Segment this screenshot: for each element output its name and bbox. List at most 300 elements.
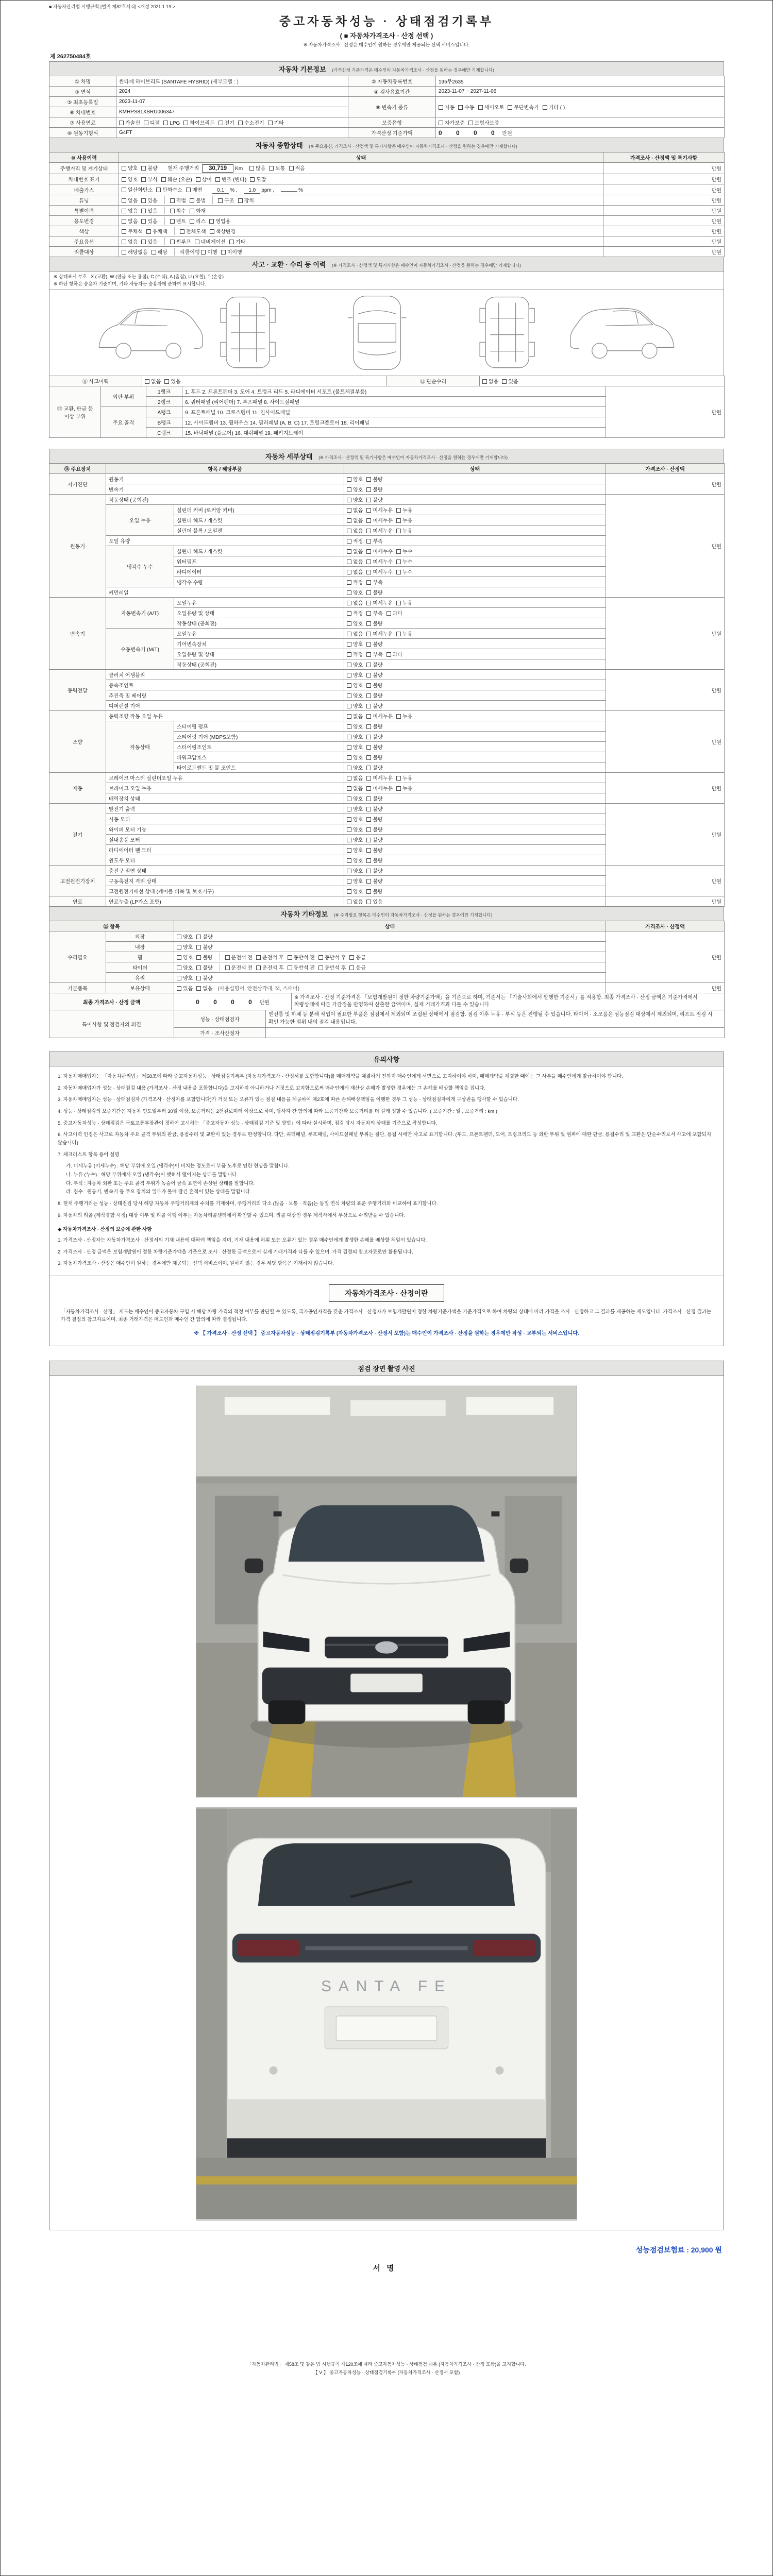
checkbox-option[interactable] <box>141 238 157 245</box>
checkbox-option[interactable] <box>347 588 363 596</box>
checkbox[interactable] <box>145 379 149 384</box>
checkbox-option[interactable] <box>122 227 143 235</box>
checkbox-option[interactable] <box>347 784 363 792</box>
checkbox-option[interactable] <box>366 846 382 854</box>
checkbox-option[interactable] <box>396 599 412 606</box>
checkbox[interactable] <box>238 121 243 125</box>
checkbox[interactable] <box>141 219 146 224</box>
checkbox[interactable] <box>249 166 254 171</box>
checkbox-option[interactable] <box>366 743 382 751</box>
checkbox-option[interactable] <box>366 897 382 905</box>
checkbox-option[interactable] <box>164 377 180 385</box>
checkbox[interactable] <box>386 611 391 616</box>
checkbox-option[interactable] <box>439 118 465 126</box>
checkbox[interactable] <box>347 498 351 502</box>
checkbox-option[interactable] <box>366 557 393 565</box>
checkbox[interactable] <box>229 240 234 244</box>
checkbox[interactable] <box>396 601 401 605</box>
checkbox[interactable] <box>347 807 351 811</box>
checkbox-option[interactable] <box>366 691 382 699</box>
checkbox-option[interactable] <box>347 671 363 679</box>
checkbox-option[interactable] <box>396 774 412 782</box>
checkbox-option[interactable] <box>141 196 157 204</box>
checkbox[interactable] <box>478 105 483 110</box>
checkbox-option[interactable] <box>347 496 363 503</box>
checkbox-option[interactable] <box>122 185 153 193</box>
checkbox[interactable] <box>141 177 146 182</box>
checkbox[interactable] <box>366 796 371 801</box>
checkbox-option[interactable] <box>122 248 148 256</box>
checkbox[interactable] <box>366 714 371 719</box>
checkbox[interactable] <box>347 508 351 513</box>
checkbox-option[interactable] <box>215 175 246 183</box>
checkbox[interactable] <box>122 250 126 255</box>
checkbox-option[interactable] <box>347 712 363 720</box>
checkbox-option[interactable] <box>347 836 363 843</box>
checkbox-option[interactable] <box>161 175 192 183</box>
checkbox[interactable] <box>347 683 351 688</box>
checkbox-option[interactable] <box>366 527 393 534</box>
checkbox-option[interactable] <box>221 248 242 256</box>
checkbox-option[interactable] <box>269 164 285 172</box>
checkbox[interactable] <box>366 879 371 884</box>
checkbox[interactable] <box>269 166 274 171</box>
checkbox-option[interactable] <box>190 217 206 225</box>
checkbox[interactable] <box>122 229 126 234</box>
checkbox[interactable] <box>508 105 512 110</box>
checkbox-option[interactable] <box>122 238 138 245</box>
checkbox[interactable] <box>366 560 371 564</box>
checkbox[interactable] <box>366 838 371 842</box>
checkbox-option[interactable] <box>219 118 234 126</box>
checkbox[interactable] <box>366 693 371 698</box>
checkbox-option[interactable] <box>386 650 402 658</box>
checkbox[interactable] <box>196 945 201 950</box>
checkbox-option[interactable] <box>347 722 363 730</box>
checkbox[interactable] <box>366 549 371 554</box>
checkbox[interactable] <box>347 817 351 822</box>
checkbox[interactable] <box>225 955 230 960</box>
checkbox-option[interactable] <box>396 784 412 792</box>
checkbox[interactable] <box>349 955 354 960</box>
checkbox-option[interactable] <box>347 856 363 864</box>
checkbox-option[interactable] <box>196 943 212 951</box>
checkbox[interactable] <box>122 188 126 192</box>
checkbox[interactable] <box>347 714 351 719</box>
checkbox-option[interactable] <box>210 227 236 235</box>
checkbox[interactable] <box>170 219 175 224</box>
checkbox-option[interactable] <box>366 887 382 895</box>
checkbox-option[interactable] <box>366 712 393 720</box>
checkbox[interactable] <box>289 166 294 171</box>
checkbox-option[interactable] <box>141 164 157 172</box>
checkbox-option[interactable] <box>177 974 193 981</box>
checkbox[interactable] <box>195 240 199 244</box>
checkbox[interactable] <box>347 652 351 657</box>
checkbox-option[interactable] <box>347 557 363 565</box>
checkbox[interactable] <box>141 240 146 244</box>
checkbox[interactable] <box>396 529 401 533</box>
checkbox-option[interactable] <box>347 805 363 812</box>
checkbox-option[interactable] <box>366 702 382 709</box>
checkbox-option[interactable] <box>347 568 363 575</box>
checkbox-option[interactable] <box>366 516 393 524</box>
checkbox[interactable] <box>347 621 351 626</box>
checkbox-option[interactable] <box>347 867 363 874</box>
checkbox[interactable] <box>366 776 371 781</box>
checkbox[interactable] <box>218 198 223 203</box>
checkbox-option[interactable] <box>347 547 363 555</box>
checkbox-option[interactable] <box>347 897 363 905</box>
checkbox-option[interactable] <box>366 753 382 761</box>
checkbox-option[interactable] <box>366 681 382 689</box>
checkbox[interactable] <box>366 642 371 647</box>
checkbox-option[interactable] <box>122 207 138 214</box>
checkbox[interactable] <box>347 838 351 842</box>
checkbox[interactable] <box>366 611 371 616</box>
checkbox-option[interactable] <box>347 764 363 771</box>
checkbox[interactable] <box>366 632 371 636</box>
checkbox[interactable] <box>209 219 214 224</box>
checkbox[interactable] <box>170 209 175 213</box>
checkbox-option[interactable] <box>366 650 382 658</box>
checkbox[interactable] <box>347 735 351 739</box>
checkbox[interactable] <box>366 786 371 791</box>
checkbox[interactable] <box>366 498 371 502</box>
checkbox-option[interactable] <box>288 963 315 971</box>
checkbox-option[interactable] <box>229 238 245 245</box>
checkbox-option[interactable] <box>268 118 284 126</box>
checkbox[interactable] <box>366 508 371 513</box>
checkbox-option[interactable] <box>366 856 382 864</box>
checkbox-option[interactable] <box>366 671 382 679</box>
checkbox-option[interactable] <box>196 953 212 961</box>
checkbox[interactable] <box>347 693 351 698</box>
checkbox[interactable] <box>386 652 391 657</box>
checkbox[interactable] <box>366 683 371 688</box>
checkbox[interactable] <box>347 796 351 801</box>
checkbox[interactable] <box>318 955 323 960</box>
checkbox[interactable] <box>186 188 191 192</box>
checkbox[interactable] <box>347 642 351 647</box>
checkbox[interactable] <box>119 121 124 125</box>
checkbox-option[interactable] <box>366 805 382 812</box>
checkbox-option[interactable] <box>196 933 212 940</box>
checkbox[interactable] <box>288 955 292 960</box>
checkbox[interactable] <box>349 965 354 970</box>
checkbox[interactable] <box>366 704 371 708</box>
checkbox-option[interactable] <box>347 877 363 885</box>
checkbox[interactable] <box>366 601 371 605</box>
checkbox-option[interactable] <box>119 118 140 126</box>
checkbox-option[interactable] <box>177 933 193 940</box>
checkbox-option[interactable] <box>366 630 393 637</box>
checkbox-option[interactable] <box>347 619 363 627</box>
checkbox-option[interactable] <box>250 175 266 183</box>
checkbox-option[interactable] <box>347 753 363 761</box>
checkbox[interactable] <box>366 590 371 595</box>
checkbox-option[interactable] <box>122 175 138 183</box>
checkbox[interactable] <box>366 869 371 873</box>
checkbox-option[interactable] <box>508 103 539 111</box>
checkbox[interactable] <box>347 611 351 616</box>
checkbox[interactable] <box>347 580 351 585</box>
checkbox[interactable] <box>347 549 351 554</box>
checkbox-option[interactable] <box>396 712 412 720</box>
checkbox-option[interactable] <box>347 774 363 782</box>
checkbox[interactable] <box>347 724 351 729</box>
checkbox-option[interactable] <box>238 118 264 126</box>
checkbox-option[interactable] <box>195 238 226 245</box>
checkbox[interactable] <box>177 955 181 960</box>
checkbox-option[interactable] <box>366 609 382 617</box>
checkbox-option[interactable] <box>146 227 167 235</box>
checkbox-option[interactable] <box>347 702 363 709</box>
checkbox[interactable] <box>366 724 371 729</box>
checkbox[interactable] <box>196 955 201 960</box>
checkbox[interactable] <box>366 889 371 894</box>
checkbox[interactable] <box>122 209 126 213</box>
checkbox[interactable] <box>366 487 371 492</box>
checkbox-option[interactable] <box>349 963 365 971</box>
checkbox[interactable] <box>170 240 175 244</box>
checkbox[interactable] <box>543 105 547 110</box>
checkbox-option[interactable] <box>177 984 193 992</box>
checkbox-option[interactable] <box>366 496 382 503</box>
checkbox-option[interactable] <box>225 963 253 971</box>
checkbox[interactable] <box>196 986 201 991</box>
checkbox-option[interactable] <box>170 207 186 214</box>
checkbox[interactable] <box>347 570 351 574</box>
checkbox-option[interactable] <box>366 537 382 545</box>
checkbox-option[interactable] <box>347 537 363 545</box>
checkbox[interactable] <box>347 755 351 760</box>
checkbox-option[interactable] <box>347 691 363 699</box>
checkbox[interactable] <box>221 250 226 255</box>
checkbox-option[interactable] <box>347 475 363 483</box>
checkbox-option[interactable] <box>366 722 382 730</box>
checkbox[interactable] <box>122 166 126 171</box>
checkbox-option[interactable] <box>196 175 212 183</box>
checkbox-option[interactable] <box>144 118 160 126</box>
checkbox[interactable] <box>458 105 463 110</box>
checkbox-option[interactable] <box>347 815 363 823</box>
checkbox-option[interactable] <box>145 377 161 385</box>
checkbox[interactable] <box>141 198 146 203</box>
checkbox-option[interactable] <box>186 185 202 193</box>
checkbox[interactable] <box>190 198 194 203</box>
checkbox[interactable] <box>268 121 273 125</box>
checkbox[interactable] <box>396 714 401 719</box>
checkbox-option[interactable] <box>366 660 382 668</box>
checkbox-option[interactable] <box>366 506 393 514</box>
checkbox-option[interactable] <box>156 185 182 193</box>
checkbox[interactable] <box>122 240 126 244</box>
checkbox-option[interactable] <box>347 578 363 586</box>
checkbox-option[interactable] <box>256 963 283 971</box>
checkbox-option[interactable] <box>225 953 253 961</box>
checkbox-option[interactable] <box>183 118 214 126</box>
checkbox-option[interactable] <box>366 588 382 596</box>
checkbox-option[interactable] <box>543 103 565 111</box>
checkbox-option[interactable] <box>396 547 412 555</box>
checkbox-option[interactable] <box>396 568 412 575</box>
checkbox[interactable] <box>366 529 371 533</box>
checkbox-option[interactable] <box>141 207 157 214</box>
checkbox[interactable] <box>347 879 351 884</box>
checkbox[interactable] <box>396 570 401 574</box>
checkbox[interactable] <box>190 209 194 213</box>
checkbox[interactable] <box>196 965 201 970</box>
checkbox[interactable] <box>366 745 371 750</box>
checkbox-option[interactable] <box>396 516 412 524</box>
checkbox[interactable] <box>144 121 148 125</box>
checkbox[interactable] <box>177 965 181 970</box>
checkbox-option[interactable] <box>347 630 363 637</box>
checkbox-option[interactable] <box>177 953 193 961</box>
checkbox[interactable] <box>347 673 351 677</box>
checkbox[interactable] <box>366 807 371 811</box>
checkbox-option[interactable] <box>396 557 412 565</box>
checkbox-option[interactable] <box>366 578 382 586</box>
checkbox-option[interactable] <box>366 815 382 823</box>
checkbox-option[interactable] <box>347 846 363 854</box>
checkbox[interactable] <box>177 945 181 950</box>
checkbox-option[interactable] <box>396 506 412 514</box>
checkbox[interactable] <box>347 776 351 781</box>
checkbox[interactable] <box>196 935 201 939</box>
checkbox-option[interactable] <box>366 640 382 648</box>
checkbox[interactable] <box>183 121 188 125</box>
checkbox[interactable] <box>215 177 220 182</box>
checkbox[interactable] <box>347 745 351 750</box>
checkbox-option[interactable] <box>366 619 382 627</box>
checkbox[interactable] <box>502 379 507 384</box>
checkbox-option[interactable] <box>349 953 365 961</box>
checkbox[interactable] <box>366 652 371 657</box>
checkbox-option[interactable] <box>482 377 498 385</box>
checkbox[interactable] <box>396 632 401 636</box>
checkbox[interactable] <box>122 219 126 224</box>
checkbox[interactable] <box>366 848 371 853</box>
checkbox[interactable] <box>190 219 194 224</box>
checkbox-option[interactable] <box>366 784 393 792</box>
checkbox[interactable] <box>141 209 146 213</box>
checkbox-option[interactable] <box>289 164 305 172</box>
checkbox[interactable] <box>163 121 168 125</box>
checkbox-option[interactable] <box>347 527 363 534</box>
checkbox[interactable] <box>439 105 443 110</box>
checkbox-option[interactable] <box>218 196 234 204</box>
checkbox-option[interactable] <box>170 238 191 245</box>
checkbox[interactable] <box>347 827 351 832</box>
checkbox-option[interactable] <box>366 774 393 782</box>
checkbox[interactable] <box>468 121 473 125</box>
checkbox-option[interactable] <box>396 630 412 637</box>
checkbox-option[interactable] <box>366 825 382 833</box>
checkbox[interactable] <box>180 229 184 234</box>
checkbox[interactable] <box>318 965 323 970</box>
checkbox[interactable] <box>256 965 261 970</box>
checkbox[interactable] <box>366 900 371 904</box>
checkbox[interactable] <box>396 508 401 513</box>
checkbox[interactable] <box>347 477 351 482</box>
checkbox-option[interactable] <box>152 248 167 256</box>
checkbox-option[interactable] <box>347 794 363 802</box>
checkbox-option[interactable] <box>396 527 412 534</box>
checkbox[interactable] <box>366 827 371 832</box>
checkbox-option[interactable] <box>201 248 217 256</box>
checkbox[interactable] <box>347 518 351 523</box>
checkbox[interactable] <box>177 935 181 939</box>
checkbox[interactable] <box>347 900 351 904</box>
checkbox-option[interactable] <box>180 227 206 235</box>
checkbox[interactable] <box>396 776 401 781</box>
checkbox-option[interactable] <box>347 650 363 658</box>
checkbox[interactable] <box>177 976 181 980</box>
checkbox-option[interactable] <box>190 207 206 214</box>
checkbox-option[interactable] <box>170 217 186 225</box>
checkbox[interactable] <box>256 955 261 960</box>
checkbox[interactable] <box>366 817 371 822</box>
checkbox-option[interactable] <box>209 217 230 225</box>
checkbox-option[interactable] <box>347 887 363 895</box>
checkbox-option[interactable] <box>318 963 346 971</box>
checkbox[interactable] <box>439 121 443 125</box>
checkbox-option[interactable] <box>122 164 138 172</box>
checkbox[interactable] <box>366 518 371 523</box>
checkbox[interactable] <box>347 590 351 595</box>
checkbox[interactable] <box>238 198 243 203</box>
checkbox[interactable] <box>366 858 371 863</box>
checkbox-option[interactable] <box>318 953 346 961</box>
checkbox-option[interactable] <box>288 953 315 961</box>
checkbox[interactable] <box>347 869 351 873</box>
checkbox[interactable] <box>347 632 351 636</box>
checkbox[interactable] <box>196 976 201 980</box>
checkbox[interactable] <box>219 121 223 125</box>
checkbox[interactable] <box>152 250 156 255</box>
checkbox-option[interactable] <box>256 953 283 961</box>
checkbox-option[interactable] <box>196 984 212 992</box>
checkbox-option[interactable] <box>478 103 505 111</box>
checkbox-option[interactable] <box>122 217 138 225</box>
checkbox[interactable] <box>347 858 351 863</box>
checkbox[interactable] <box>164 379 169 384</box>
checkbox[interactable] <box>156 188 161 192</box>
checkbox[interactable] <box>177 986 181 991</box>
checkbox[interactable] <box>396 560 401 564</box>
checkbox[interactable] <box>347 766 351 770</box>
checkbox[interactable] <box>347 601 351 605</box>
checkbox-option[interactable] <box>458 103 474 111</box>
checkbox[interactable] <box>366 570 371 574</box>
checkbox-option[interactable] <box>196 974 212 981</box>
checkbox[interactable] <box>366 735 371 739</box>
checkbox-option[interactable] <box>238 196 254 204</box>
checkbox-option[interactable] <box>366 475 382 483</box>
checkbox[interactable] <box>196 177 200 182</box>
checkbox-option[interactable] <box>347 516 363 524</box>
checkbox[interactable] <box>225 965 230 970</box>
checkbox-option[interactable] <box>196 963 212 971</box>
checkbox[interactable] <box>366 580 371 585</box>
checkbox[interactable] <box>146 229 151 234</box>
checkbox[interactable] <box>122 198 126 203</box>
checkbox[interactable] <box>250 177 255 182</box>
checkbox-option[interactable] <box>347 599 363 606</box>
checkbox-option[interactable] <box>347 609 363 617</box>
